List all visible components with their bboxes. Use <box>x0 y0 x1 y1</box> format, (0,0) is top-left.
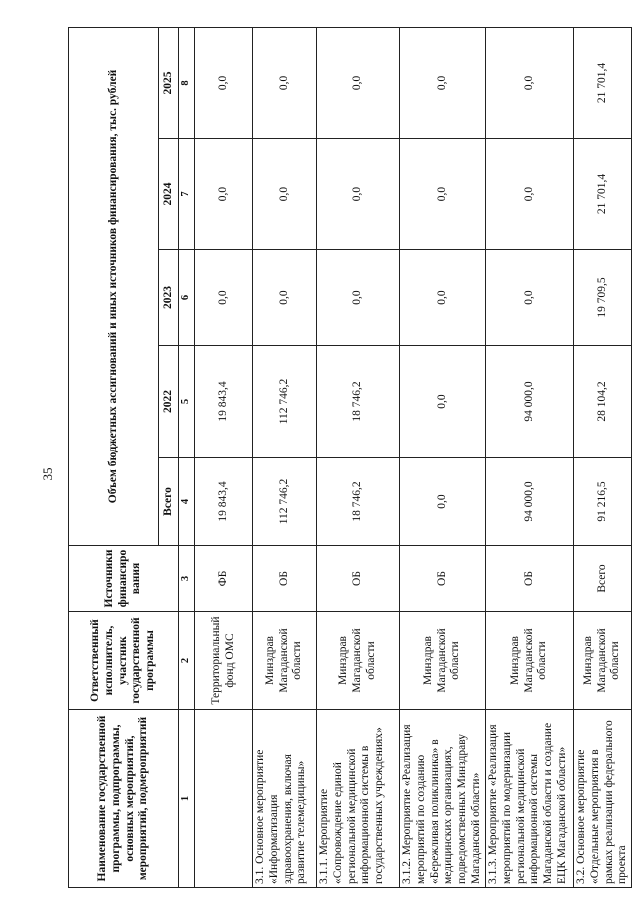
rotated-page <box>68 28 629 888</box>
row-value-2025: 0,0 <box>317 27 400 138</box>
table-row <box>574 27 632 887</box>
row-executor: Минздрав Магаданской области <box>574 612 632 710</box>
row-value-total: 18 746,2 <box>317 458 400 546</box>
row-name: 3.1.3. Мероприятие «Реализация мероприятий по модернизации региональной медицинской информационной системы Магаданской области и создание ЕЦК Магаданской области» <box>486 710 574 888</box>
row-executor: Территориальный фонд ОМС <box>195 612 253 710</box>
row-value-2023: 19 709,5 <box>574 250 632 346</box>
table-row <box>195 27 253 887</box>
row-value-2023: 0,0 <box>400 250 486 346</box>
col-number: 2 <box>179 612 195 710</box>
row-value-2022: 28 104,2 <box>574 346 632 458</box>
row-source: Всего <box>574 546 632 612</box>
row-value-2023: 0,0 <box>253 250 317 346</box>
page-number: 35 <box>40 467 55 481</box>
col-number: 6 <box>179 250 195 346</box>
header-year-2024: 2024 <box>159 139 179 250</box>
row-executor: Минздрав Магаданской области <box>317 612 400 710</box>
table-row <box>486 27 574 887</box>
header-name: Наименование государственной программы, подпрограммы, основных мероприятий, мероприятий, подмероприятий <box>69 710 179 888</box>
row-value-2025: 0,0 <box>253 27 317 138</box>
row-value-2023: 0,0 <box>195 250 253 346</box>
row-value-2025: 0,0 <box>195 27 253 138</box>
row-value-2024: 0,0 <box>400 139 486 250</box>
row-name: 3.1.2. Мероприятие «Реализация мероприятий по созданию «Бережливая поликлиника» в медицинских организациях, подведомственных Минздраву Магаданской области» <box>400 710 486 888</box>
table-row <box>253 27 317 887</box>
row-value-2023: 0,0 <box>317 250 400 346</box>
row-source: ОБ <box>486 546 574 612</box>
col-number: 8 <box>179 27 195 138</box>
row-value-2025: 21 701,4 <box>574 27 632 138</box>
row-value-total: 19 843,4 <box>195 458 253 546</box>
row-name: 3.2. Основное мероприятие «Отдельные мероприятия в рамках реализации федерального проекта <box>574 710 632 888</box>
row-value-2024: 0,0 <box>486 139 574 250</box>
row-executor: Минздрав Магаданской области <box>400 612 486 710</box>
row-source: ФБ <box>195 546 253 612</box>
header-source: Источники финансиро вания <box>69 546 179 612</box>
col-number: 1 <box>179 710 195 888</box>
header-year-2023: 2023 <box>159 250 179 346</box>
col-number: 4 <box>179 458 195 546</box>
row-value-2024: 0,0 <box>195 139 253 250</box>
row-value-2024: 0,0 <box>253 139 317 250</box>
row-value-2025: 0,0 <box>400 27 486 138</box>
col-number: 7 <box>179 139 195 250</box>
header-year-total: Всего <box>159 458 179 546</box>
row-value-2022: 18 746,2 <box>317 346 400 458</box>
row-source: ОБ <box>253 546 317 612</box>
row-source: ОБ <box>317 546 400 612</box>
row-value-2024: 0,0 <box>317 139 400 250</box>
row-executor: Минздрав Магаданской области <box>253 612 317 710</box>
table-row <box>317 27 400 887</box>
row-name: 3.1.1. Мероприятие «Сопровождение единой региональной медицинской информационной системы в государственных учреждениях» <box>317 710 400 888</box>
row-value-2022: 94 000,0 <box>486 346 574 458</box>
row-source: ОБ <box>400 546 486 612</box>
row-value-2022: 112 746,2 <box>253 346 317 458</box>
row-value-total: 0,0 <box>400 458 486 546</box>
funding-table <box>68 27 632 888</box>
column-number-row <box>179 27 195 887</box>
row-value-total: 112 746,2 <box>253 458 317 546</box>
row-name <box>195 710 253 888</box>
header-year-2022: 2022 <box>159 346 179 458</box>
col-number: 3 <box>179 546 195 612</box>
row-value-2025: 0,0 <box>486 27 574 138</box>
row-name: 3.1. Основное мероприятие «Информатизация здравоохранения, включая развитие телемедицины» <box>253 710 317 888</box>
header-funding: Объем бюджетных ассигнований и иных источников финансирования, тыс. рублей <box>69 27 159 545</box>
header-year-2025: 2025 <box>159 27 179 138</box>
row-value-2024: 21 701,4 <box>574 139 632 250</box>
col-number: 5 <box>179 346 195 458</box>
row-value-total: 91 216,5 <box>574 458 632 546</box>
row-value-2022: 19 843,4 <box>195 346 253 458</box>
row-executor: Минздрав Магаданской области <box>486 612 574 710</box>
row-value-2022: 0,0 <box>400 346 486 458</box>
header-executor: Ответственный исполнитель, участник государственной программы <box>69 612 179 710</box>
row-value-total: 94 000,0 <box>486 458 574 546</box>
table-row <box>400 27 486 887</box>
row-value-2023: 0,0 <box>486 250 574 346</box>
